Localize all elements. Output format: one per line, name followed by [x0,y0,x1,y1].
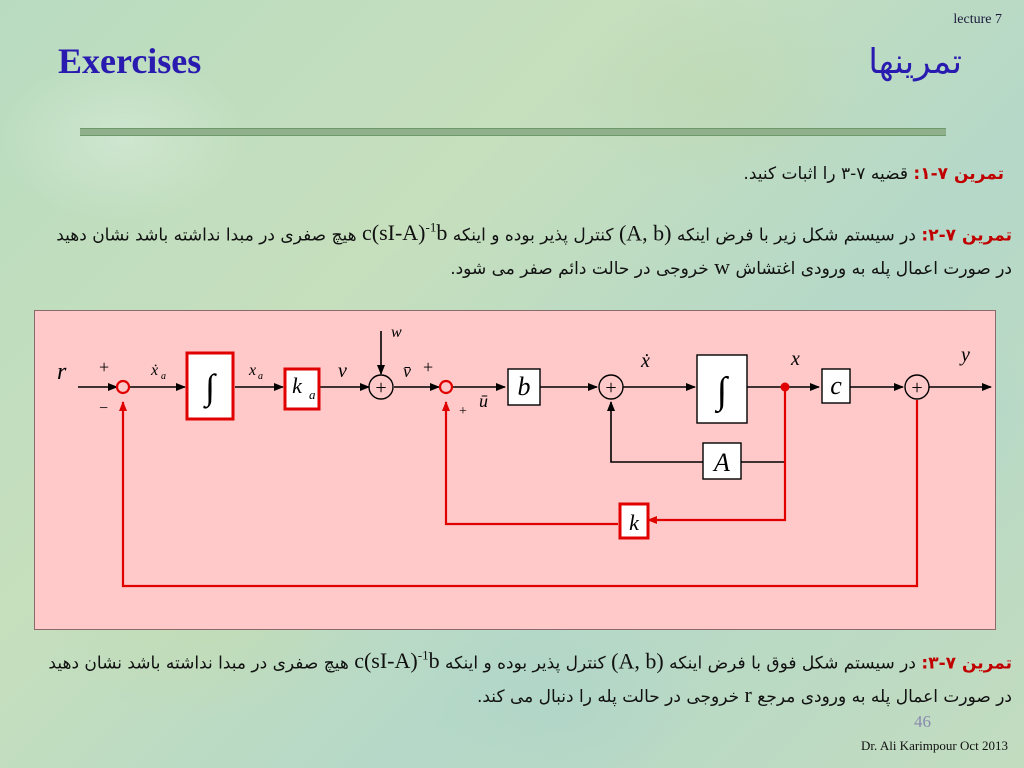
sign-plus-ubar: + [459,404,467,419]
author-footer: Dr. Ali Karimpour Oct 2013 [861,738,1008,753]
signal-vbar-label: v̄ [403,361,411,381]
exercise-3-expr-sup: -1 [417,648,429,663]
exercise-3-expr-main: c(sI-A) [354,648,418,674]
signal-w-label: w [391,324,402,341]
exercise-3-signal: r [744,682,752,708]
signal-xdot-label: ẋ [641,350,650,372]
slide-title-persian: تمرینها [868,42,962,82]
signal-y-label: y [961,344,970,366]
integrator-x-label: ∫ [716,370,728,412]
signal-ubar-label: ū [479,391,488,411]
exercise-3-text-a: در سیستم شکل فوق با فرض اینکه [669,653,916,674]
plus-in-junction-w: + [375,377,387,399]
signal-xa-sub: a [258,371,263,382]
signal-xa-dot-sub: a [161,371,166,382]
signal-v-label: v [338,360,347,382]
title-divider [80,128,946,136]
exercise-2-expr-sup: -1 [425,220,437,235]
slide-title-english: Exercises [58,41,202,81]
exercise-2-label: تمرین ۷-۲: [921,225,1012,246]
exercise-3-label: تمرین ۷-۳: [921,653,1012,674]
exercise-3-text-c: هیچ صفری در مبدا نداشته باشد نشان دهید در صورت اعمال پله به ورودی مرجع [48,653,1012,708]
signal-r-label: r [57,359,67,385]
exercise-2-signal: w [714,254,731,280]
exercise-1 [104,158,1004,190]
feedback-path-lines [123,387,917,586]
exercise-3-text-d: خروجی در حالت پله را دنبال می کند. [476,687,740,708]
exercise-2-pair: (A, b) [618,220,672,246]
sum-junction-r [117,381,129,393]
exercise-3-text-b: کنترل پذیر بوده و اینکه [444,653,606,674]
exercise-3-pair: (A, b) [611,648,664,674]
exercise-2-text-b: کنترل پذیر بوده و اینکه [452,225,614,246]
exercise-2-text-a: در سیستم شکل زیر با فرض اینکه [676,225,916,246]
exercise-2-expr-main: c(sI-A) [361,220,426,246]
signal-xa-label: x [249,362,257,379]
sign-plus-r: + [99,357,110,377]
exercise-3-transfer-expr [354,648,439,673]
k-label: k [629,510,639,535]
c-label: c [830,371,842,400]
exercise-2 [48,212,1012,285]
exercise-1-text: قضیه ۷-۳ را اثبات کنید. [743,164,908,184]
plus-in-junction-a: + [605,377,617,399]
branch-point-x [781,383,790,392]
exercise-2-expr-b: b [436,220,448,246]
block-diagram-svg [35,311,995,629]
exercise-1-label: تمرین ۷-۱: [913,164,1004,184]
signal-xa-dot-label: ẋ [151,362,159,379]
sign-minus-r: − [99,400,109,417]
A-label: A [714,448,730,477]
plus-in-junction-y: + [911,377,923,399]
sign-plus-vbar: + [423,357,434,377]
exercise-2-text-c: هیچ صفری در مبدا نداشته باشد نشان دهید در صورت اعمال پله به ورودی اغتشاش [56,225,1012,280]
lecture-label: lecture 7 [953,12,1002,27]
signal-x-label: x [791,348,800,370]
exercise-2-text-d: خروجی در حالت دائم صفر می شود. [450,259,709,280]
exercise-3-expr-b: b [428,648,440,674]
ka-label: k [292,373,302,398]
sum-junction-u [440,381,452,393]
b-label: b [517,372,531,401]
block-diagram [34,310,996,630]
exercise-3 [48,640,1012,713]
integrator-a-label: ∫ [205,367,215,407]
ka-sub-label: a [309,387,316,402]
exercise-2-transfer-expr [362,220,447,245]
page-number: 46 [914,712,931,731]
